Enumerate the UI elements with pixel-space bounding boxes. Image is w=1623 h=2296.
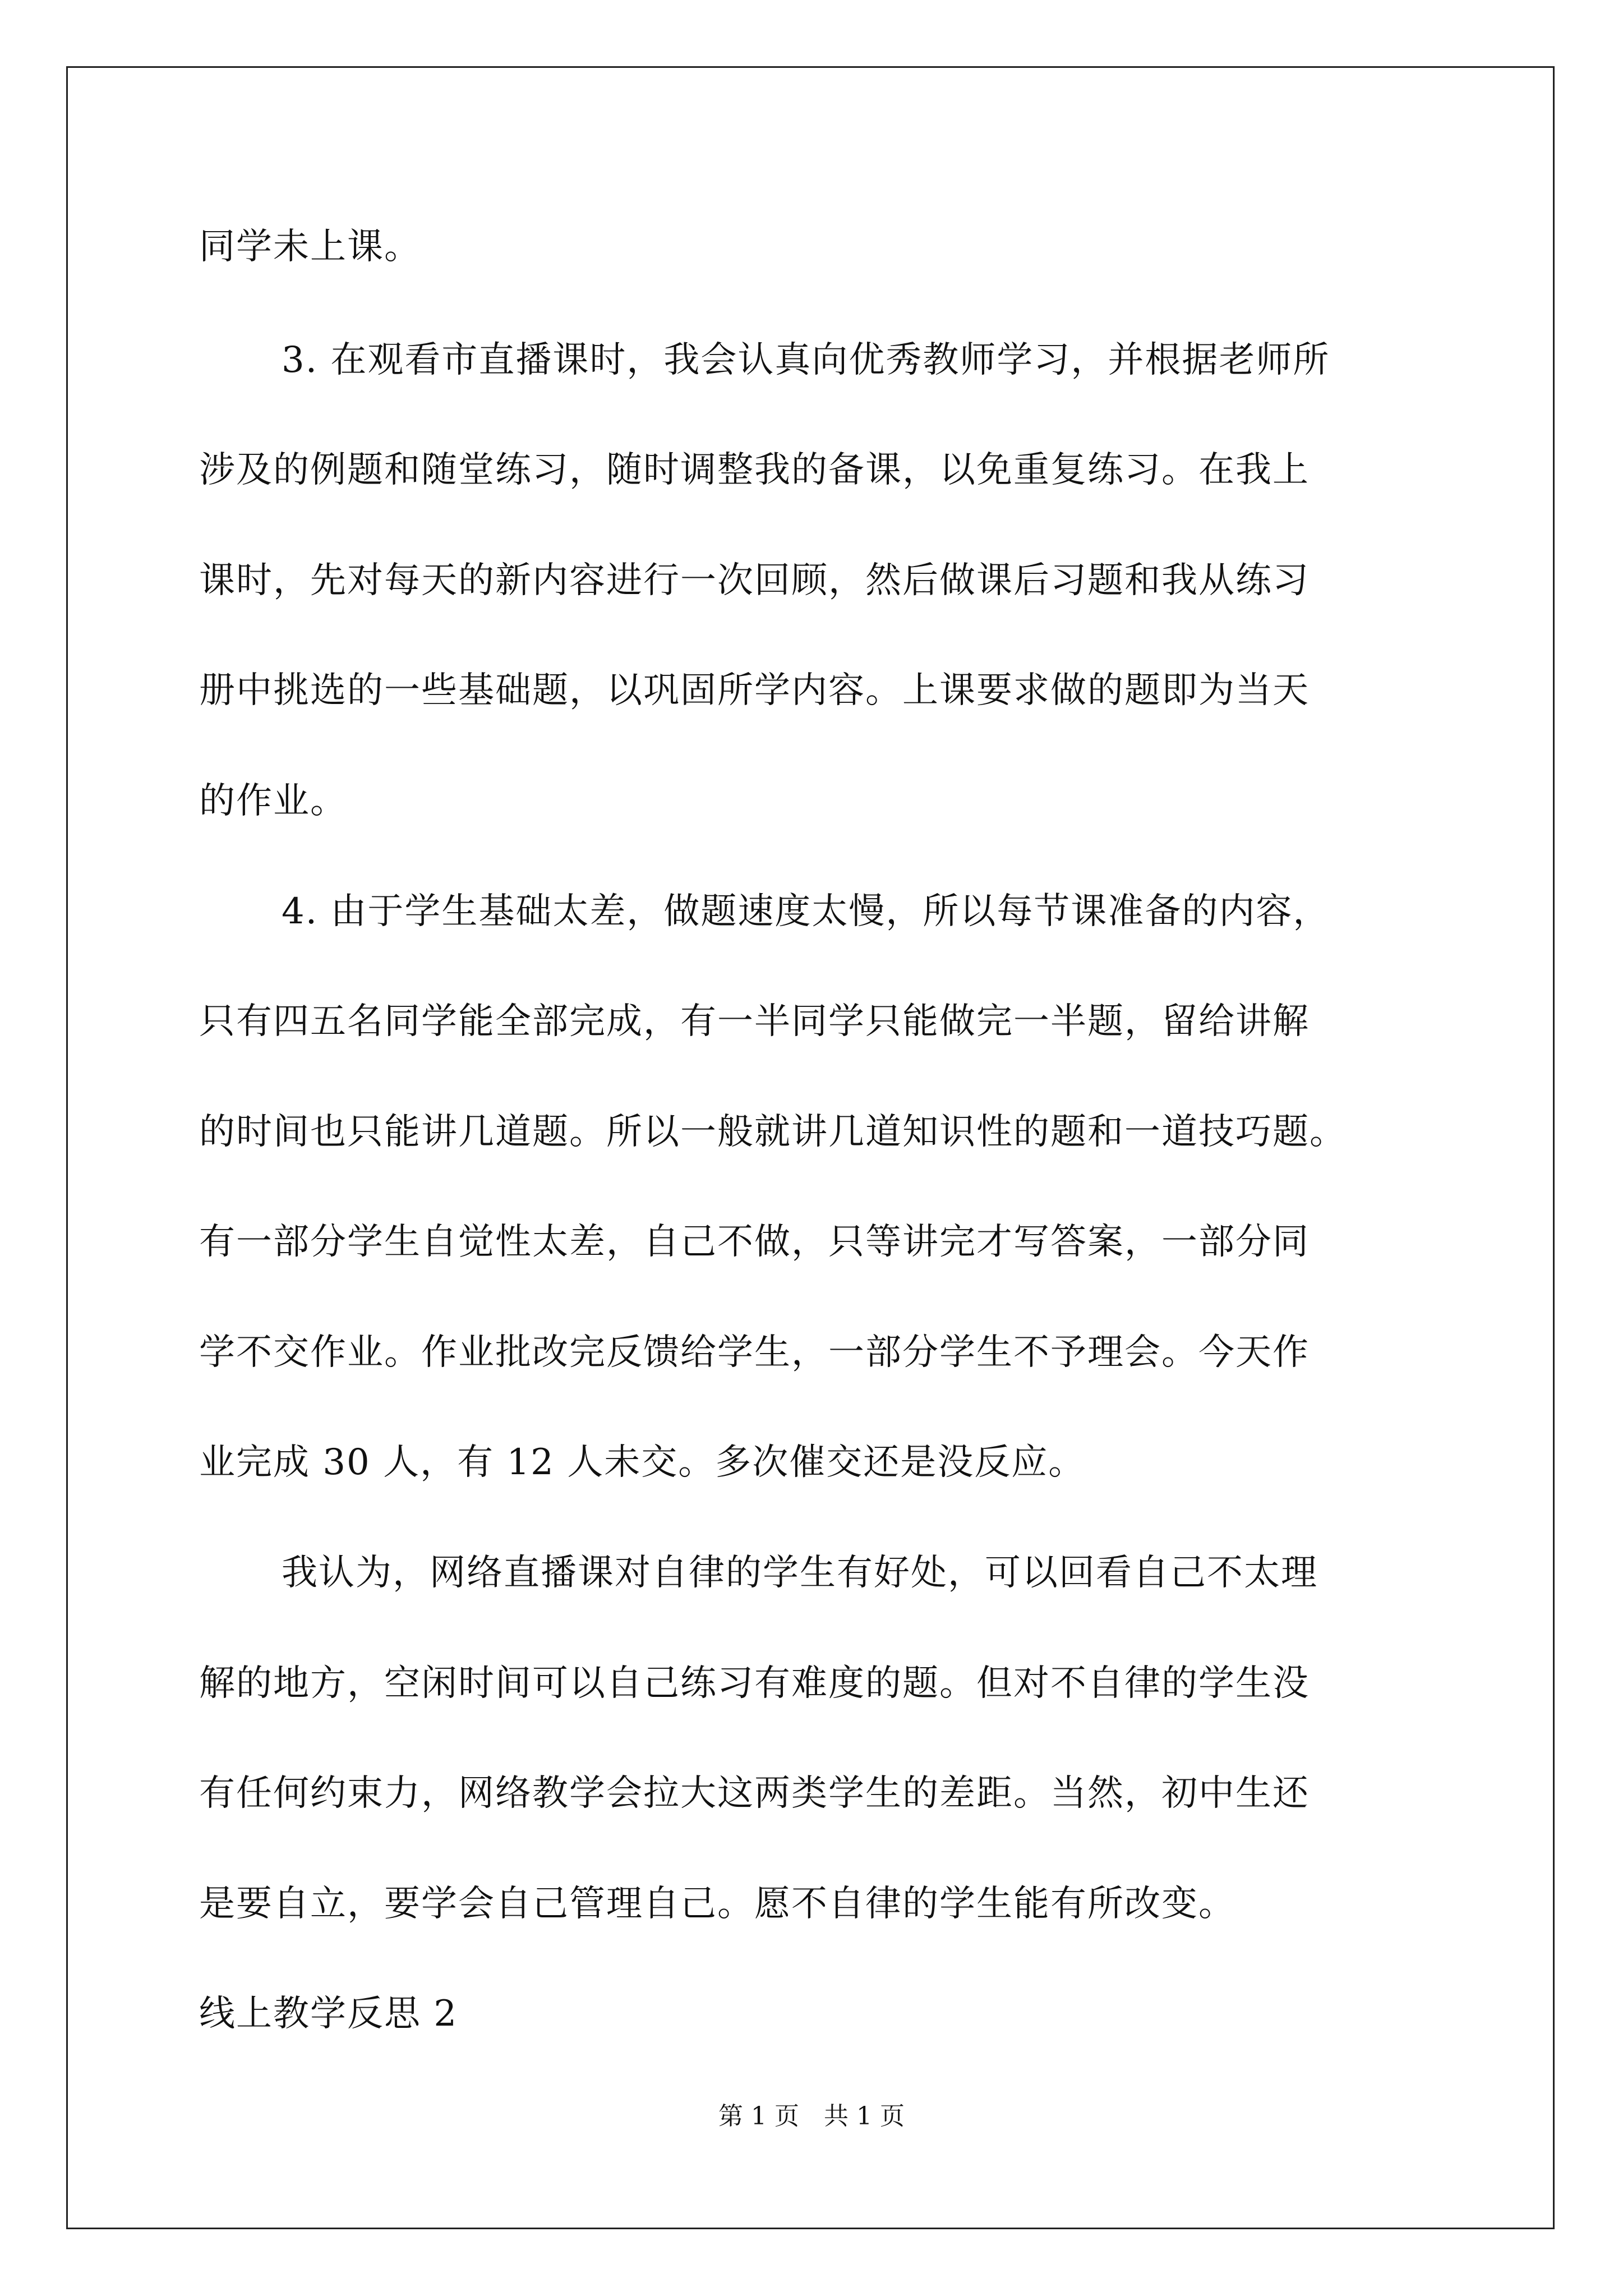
paragraph-line: 4. 由于学生基础太差，做题速度太慢，所以每节课准备的内容， (282, 891, 1330, 932)
paragraph-line: 课时，先对每天的新内容进行一次回顾，然后做课后习题和我从练习 (199, 560, 1310, 601)
paragraph-line: 有任何约束力，网络教学会拉大这两类学生的差距。当然，初中生还 (199, 1773, 1310, 1814)
paragraph-line: 有一部分学生自觉性太差，自己不做，只等讲完才写答案，一部分同 (199, 1221, 1310, 1263)
paragraph-line: 只有四五名同学能全部完成，有一半同学只能做完一半题，留给讲解 (199, 1001, 1310, 1042)
paragraph-line: 的时间也只能讲几道题。所以一般就讲几道知识性的题和一道技巧题。 (199, 1111, 1347, 1153)
paragraph-line: 学不交作业。作业批改完反馈给学生，一部分学生不予理会。今天作 (199, 1332, 1310, 1373)
paragraph-line: 解的地方，空闲时间可以自己练习有难度的题。但对不自律的学生没 (199, 1663, 1310, 1704)
section-heading: 线上教学反思 2 (199, 1993, 458, 2035)
paragraph-line: 是要自立，要学会自己管理自己。愿不自律的学生能有所改变。 (199, 1883, 1235, 1925)
page-footer: 第 1 页 共 1 页 (718, 2102, 905, 2131)
paragraph-line: 业完成 30 人，有 12 人未交。多次催交还是没反应。 (199, 1442, 1086, 1483)
paragraph-line: 册中挑选的一些基础题，以巩固所学内容。上课要求做的题即为当天 (199, 670, 1310, 711)
paragraph-line: 同学未上课。 (199, 226, 421, 268)
paragraph-line: 涉及的例题和随堂练习，随时调整我的备课，以免重复练习。在我上 (199, 449, 1310, 491)
paragraph-line: 3. 在观看市直播课时，我会认真向优秀教师学习，并根据老师所 (282, 339, 1330, 381)
paragraph-line: 的作业。 (199, 780, 347, 822)
paragraph-line: 我认为，网络直播课对自律的学生有好处，可以回看自己不太理 (282, 1552, 1318, 1594)
